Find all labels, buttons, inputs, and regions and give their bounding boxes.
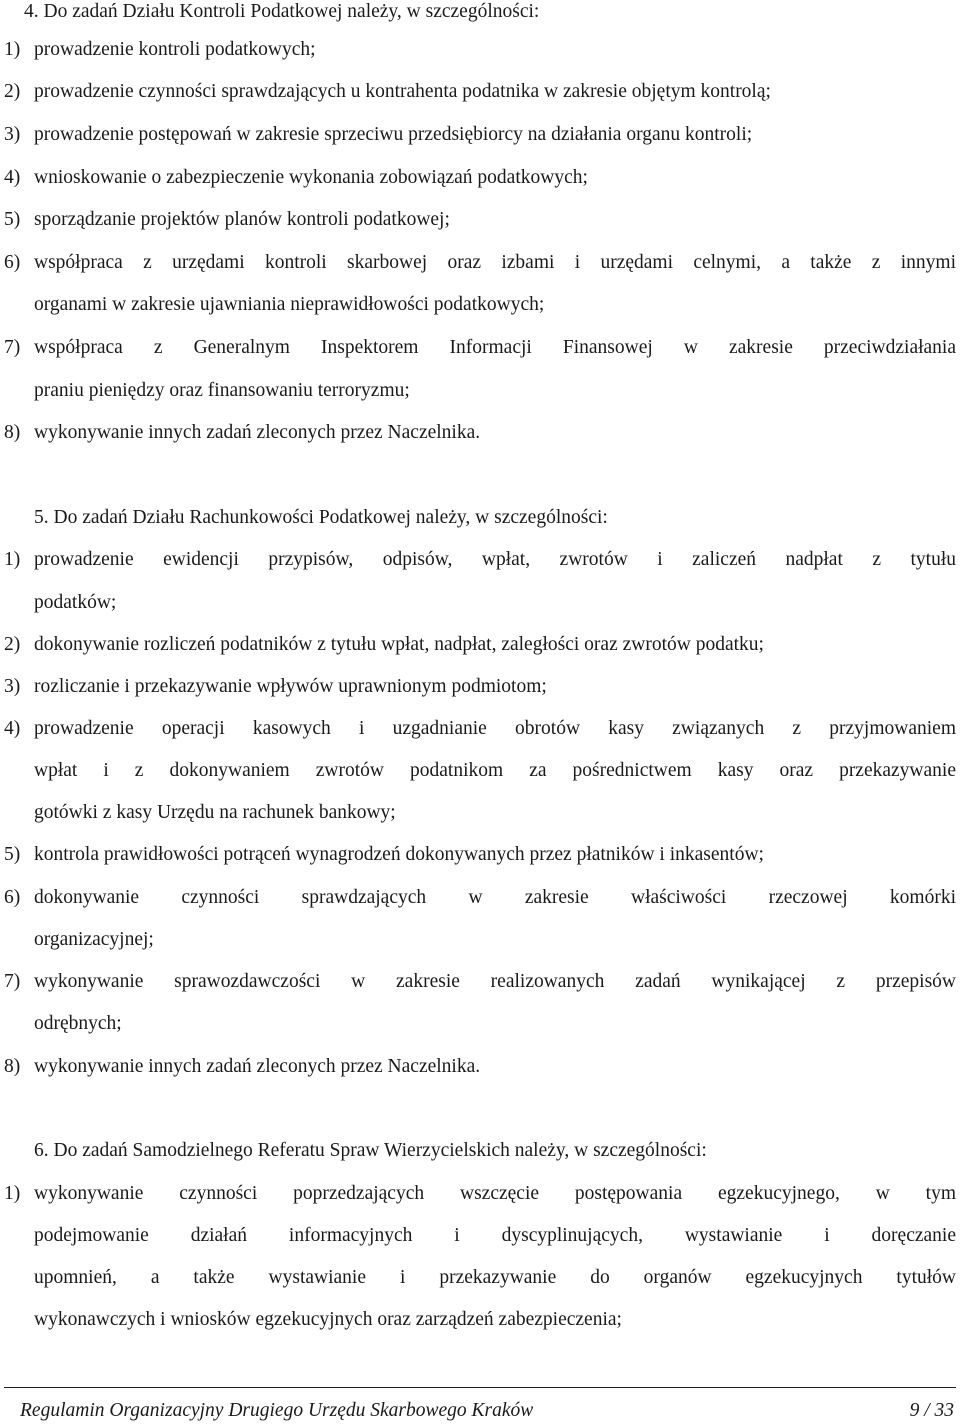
item-number: 5) [4, 844, 21, 865]
item-text: prowadzenie operacji kasowych i uzgadnianie obrotów kasy związanych z przyjmowaniem [34, 718, 956, 739]
footer-divider [4, 1387, 956, 1388]
item-number: 7) [4, 971, 21, 992]
item-number: 4) [4, 718, 21, 739]
item-text: dokonywanie rozliczeń podatników z tytułu wpłat, nadpłat, zaległości oraz zwrotów podatku; [34, 634, 764, 655]
item-number: 2) [4, 81, 21, 102]
item-number: 2) [4, 634, 21, 655]
item-text: odrębnych; [34, 1013, 122, 1034]
footer-page-number: 9 / 33 [909, 1400, 954, 1421]
item-text: kontrola prawidłowości potrąceń wynagrodzeń dokonywanych przez płatników i inkasentów; [34, 844, 764, 865]
footer-document-title: Regulamin Organizacyjny Drugiego Urzędu Skarbowego Kraków [20, 1400, 534, 1421]
item-text: wykonawczych i wniosków egzekucyjnych oraz zarządzeń zabezpieczenia; [34, 1309, 622, 1330]
section-5-heading: 5. Do zadań Działu Rachunkowości Podatkowej należy, w szczególności: [34, 507, 608, 528]
item-text: upomnień, a także wystawianie i przekazywanie do organów egzekucyjnych tytułów [34, 1267, 956, 1288]
item-number: 4) [4, 167, 21, 188]
item-number: 5) [4, 209, 21, 230]
item-number: 6) [4, 252, 21, 273]
item-text: praniu pieniędzy oraz finansowaniu terroryzmu; [34, 380, 410, 401]
item-text: prowadzenie czynności sprawdzających u kontrahenta podatnika w zakresie objętym kontrolą; [34, 81, 771, 102]
item-text: prowadzenie ewidencji przypisów, odpisów, wpłat, zwrotów i zaliczeń nadpłat z tytułu [34, 549, 956, 570]
item-text: rozliczanie i przekazywanie wpływów uprawnionym podmiotom; [34, 676, 547, 697]
item-number: 3) [4, 676, 21, 697]
section-4-heading: 4. Do zadań Działu Kontroli Podatkowej należy, w szczególności: [24, 1, 540, 22]
item-text: organami w zakresie ujawniania nieprawidłowości podatkowych; [34, 294, 545, 315]
item-text: wykonywanie sprawozdawczości w zakresie realizowanych zadań wynikającej z przepisów [34, 971, 956, 992]
item-number: 3) [4, 124, 21, 145]
item-text: gotówki z kasy Urzędu na rachunek bankowy; [34, 802, 396, 823]
item-number: 8) [4, 422, 21, 443]
item-number: 1) [4, 39, 21, 60]
item-text: wpłat i z dokonywaniem zwrotów podatnikom za pośrednictwem kasy oraz przekazywanie [34, 760, 956, 781]
item-text: prowadzenie kontroli podatkowych; [34, 39, 316, 60]
item-number: 1) [4, 549, 21, 570]
item-text: wnioskowanie o zabezpieczenie wykonania zobowiązań podatkowych; [34, 167, 588, 188]
item-text: wykonywanie innych zadań zleconych przez Naczelnika. [34, 422, 481, 443]
item-number: 8) [4, 1056, 21, 1077]
item-text: współpraca z urzędami kontroli skarbowej oraz izbami i urzędami celnymi, a także z innymi [34, 252, 956, 273]
item-text: dokonywanie czynności sprawdzających w zakresie właściwości rzeczowej komórki [34, 887, 956, 908]
item-text: wykonywanie innych zadań zleconych przez Naczelnika. [34, 1056, 481, 1077]
item-number: 6) [4, 887, 21, 908]
item-text: prowadzenie postępowań w zakresie sprzeciwu przedsiębiorcy na działania organu kontroli; [34, 124, 753, 145]
item-text: współpraca z Generalnym Inspektorem Informacji Finansowej w zakresie przeciwdziałania [34, 337, 956, 358]
item-text: sporządzanie projektów planów kontroli podatkowej; [34, 209, 450, 230]
item-text: podatków; [34, 592, 117, 613]
item-text: organizacyjnej; [34, 929, 154, 950]
item-text: wykonywanie czynności poprzedzających wszczęcie postępowania egzekucyjnego, w tym [34, 1183, 956, 1204]
item-text: podejmowanie działań informacyjnych i dyscyplinujących, wystawianie i doręczanie [34, 1225, 956, 1246]
section-6-heading: 6. Do zadań Samodzielnego Referatu Spraw Wierzycielskich należy, w szczególności: [34, 1140, 707, 1161]
item-number: 7) [4, 337, 21, 358]
item-number: 1) [4, 1183, 21, 1204]
